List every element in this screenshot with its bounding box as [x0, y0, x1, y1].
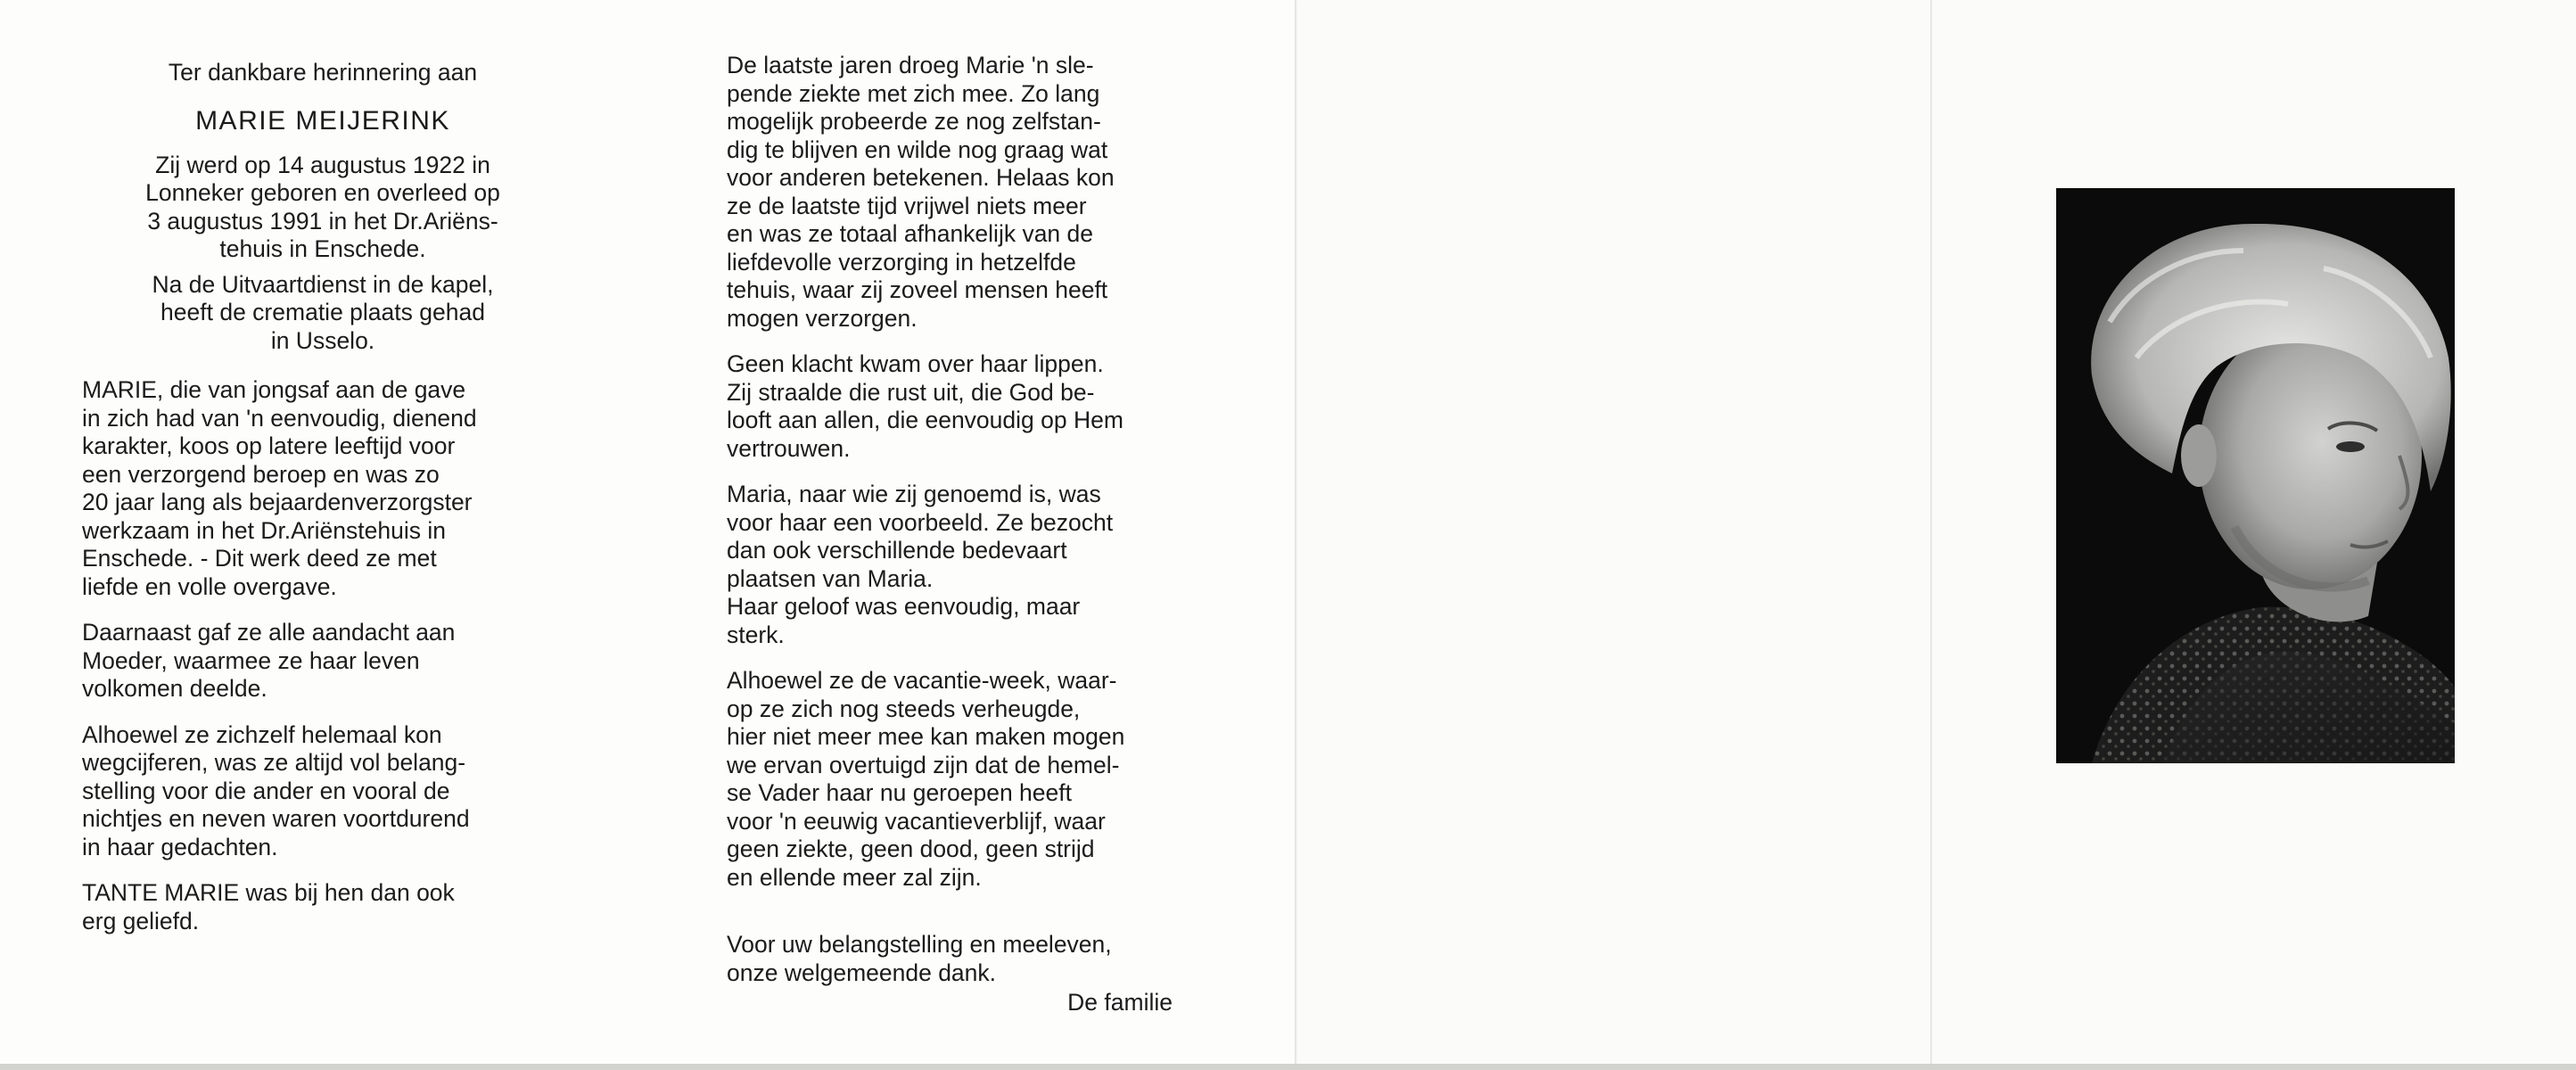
paragraph-maria	[727, 481, 1215, 649]
text-line: 3 augustus 1991 in het Dr.Ariëns-	[147, 207, 498, 235]
text-line: se Vader haar nu geroepen heeft	[727, 779, 1072, 806]
text-line: op ze zich nog steeds verheugde,	[727, 695, 1081, 722]
text-line: 20 jaar lang als bejaardenverzorgster	[82, 489, 473, 515]
text-line: in zich had van 'n eenvoudig, dienend	[82, 404, 477, 432]
text-line: liefdevolle verzorging in hetzelfde	[727, 248, 1076, 276]
text-line: Alhoewel ze zichzelf helemaal kon	[82, 720, 442, 748]
text-line: mogelijk probeerde ze nog zelfstan-	[727, 108, 1101, 135]
birth-death-block	[82, 152, 564, 264]
text-line: voor 'n eeuwig vacantieverblijf, waar	[727, 807, 1106, 835]
text-line: ze de laatste tijd vrijwel niets meer	[727, 192, 1087, 219]
service-block	[82, 271, 564, 356]
text-line: dan ook verschillende bedevaart	[727, 537, 1067, 564]
text-line: looft aan allen, die eenvoudig op Hem	[727, 407, 1123, 433]
text-line: dig te blijven en wilde nog graag wat	[727, 136, 1108, 163]
paragraph-career	[82, 376, 564, 601]
text-line: voor haar een voorbeeld. Ze bezocht	[727, 508, 1114, 536]
text-line: Zij straalde die rust uit, die God be-	[727, 378, 1095, 406]
portrait-illustration	[2056, 188, 2455, 763]
card-bottom-edge	[0, 1064, 2576, 1070]
paragraph-aunt	[82, 879, 564, 935]
text-line: tehuis, waar zij zoveel mensen heeft	[727, 276, 1108, 303]
text-line: stelling voor die ander en vooral de	[82, 777, 450, 804]
text-line: Geen klacht kwam over haar lippen.	[727, 350, 1104, 377]
text-line: tehuis in Enschede.	[219, 235, 426, 262]
text-line: liefde en volle overgave.	[82, 572, 337, 600]
text-line: volkomen deelde.	[82, 675, 267, 702]
text-line: karakter, koos op latere leeftijd voor	[82, 432, 456, 459]
text-line: sterk.	[727, 621, 785, 648]
text-line: geen ziekte, geen dood, geen strijd	[727, 835, 1095, 862]
text-line: nichtjes en neven waren voortdurend	[82, 805, 470, 832]
text-line: heeft de crematie plaats gehad	[160, 299, 485, 325]
text-line: De laatste jaren droeg Marie 'n sle-	[727, 52, 1094, 78]
paragraph-faith	[727, 350, 1215, 463]
text-line: Na de Uitvaartdienst in de kapel,	[152, 270, 494, 298]
text-line: pende ziekte met zich mee. Zo lang	[727, 79, 1100, 107]
text-line: een verzorgend beroep en was zo	[82, 460, 440, 488]
text-line: in Usselo.	[270, 326, 375, 354]
text-line: Voor uw belangstelling en meeleven,	[727, 931, 1112, 958]
intro-line: Ter dankbare herinnering aan	[168, 59, 478, 86]
paragraph-illness	[727, 52, 1215, 333]
text-line: wegcijferen, was ze altijd vol belang-	[82, 749, 466, 776]
right-text-column	[727, 0, 1215, 1017]
thanks-block	[727, 931, 1215, 987]
text-line: werkzaam in het Dr.Ariënstehuis in	[82, 516, 446, 544]
text-line: Haar geloof was eenvoudig, maar	[727, 593, 1081, 620]
signature: De familie	[1067, 989, 1173, 1016]
paragraph-family	[82, 721, 564, 862]
paragraph-vacation	[727, 667, 1215, 892]
text-line: MARIE, die van jongsaf aan de gave	[82, 376, 466, 403]
text-line: Zij werd op 14 augustus 1922 in	[155, 151, 490, 178]
deceased-name: MARIE MEIJERINK	[195, 105, 450, 136]
text-line: en was ze totaal afhankelijk van de	[727, 220, 1094, 247]
fold-line	[1930, 0, 1932, 1066]
left-text-column	[82, 0, 564, 935]
text-line: TANTE MARIE was bij hen dan ook	[82, 879, 455, 906]
text-line: in haar gedachten.	[82, 833, 278, 860]
text-line: Lonneker geboren en overleed op	[145, 179, 500, 206]
text-line: Moeder, waarmee ze haar leven	[82, 646, 420, 674]
portrait-photo	[2056, 188, 2455, 763]
text-line: Daarnaast gaf ze alle aandacht aan	[82, 619, 456, 646]
text-line: we ervan overtuigd zijn dat de hemel-	[727, 751, 1120, 778]
text-line: Enschede. - Dit werk deed ze met	[82, 545, 437, 572]
text-line: erg geliefd.	[82, 907, 200, 934]
paragraph-mother	[82, 619, 564, 704]
text-line: onze welgemeende dank.	[727, 959, 997, 986]
text-line: Alhoewel ze de vacantie-week, waar-	[727, 667, 1117, 694]
text-line: hier niet meer mee kan maken mogen	[727, 723, 1125, 750]
text-line: en ellende meer zal zijn.	[727, 863, 982, 891]
text-line: Maria, naar wie zij genoemd is, was	[727, 481, 1101, 507]
text-line: vertrouwen.	[727, 434, 851, 462]
text-line: plaatsen van Maria.	[727, 564, 934, 592]
text-line: voor anderen betekenen. Helaas kon	[727, 164, 1115, 191]
text-line: mogen verzorgen.	[727, 304, 918, 332]
fold-line	[1295, 0, 1296, 1066]
